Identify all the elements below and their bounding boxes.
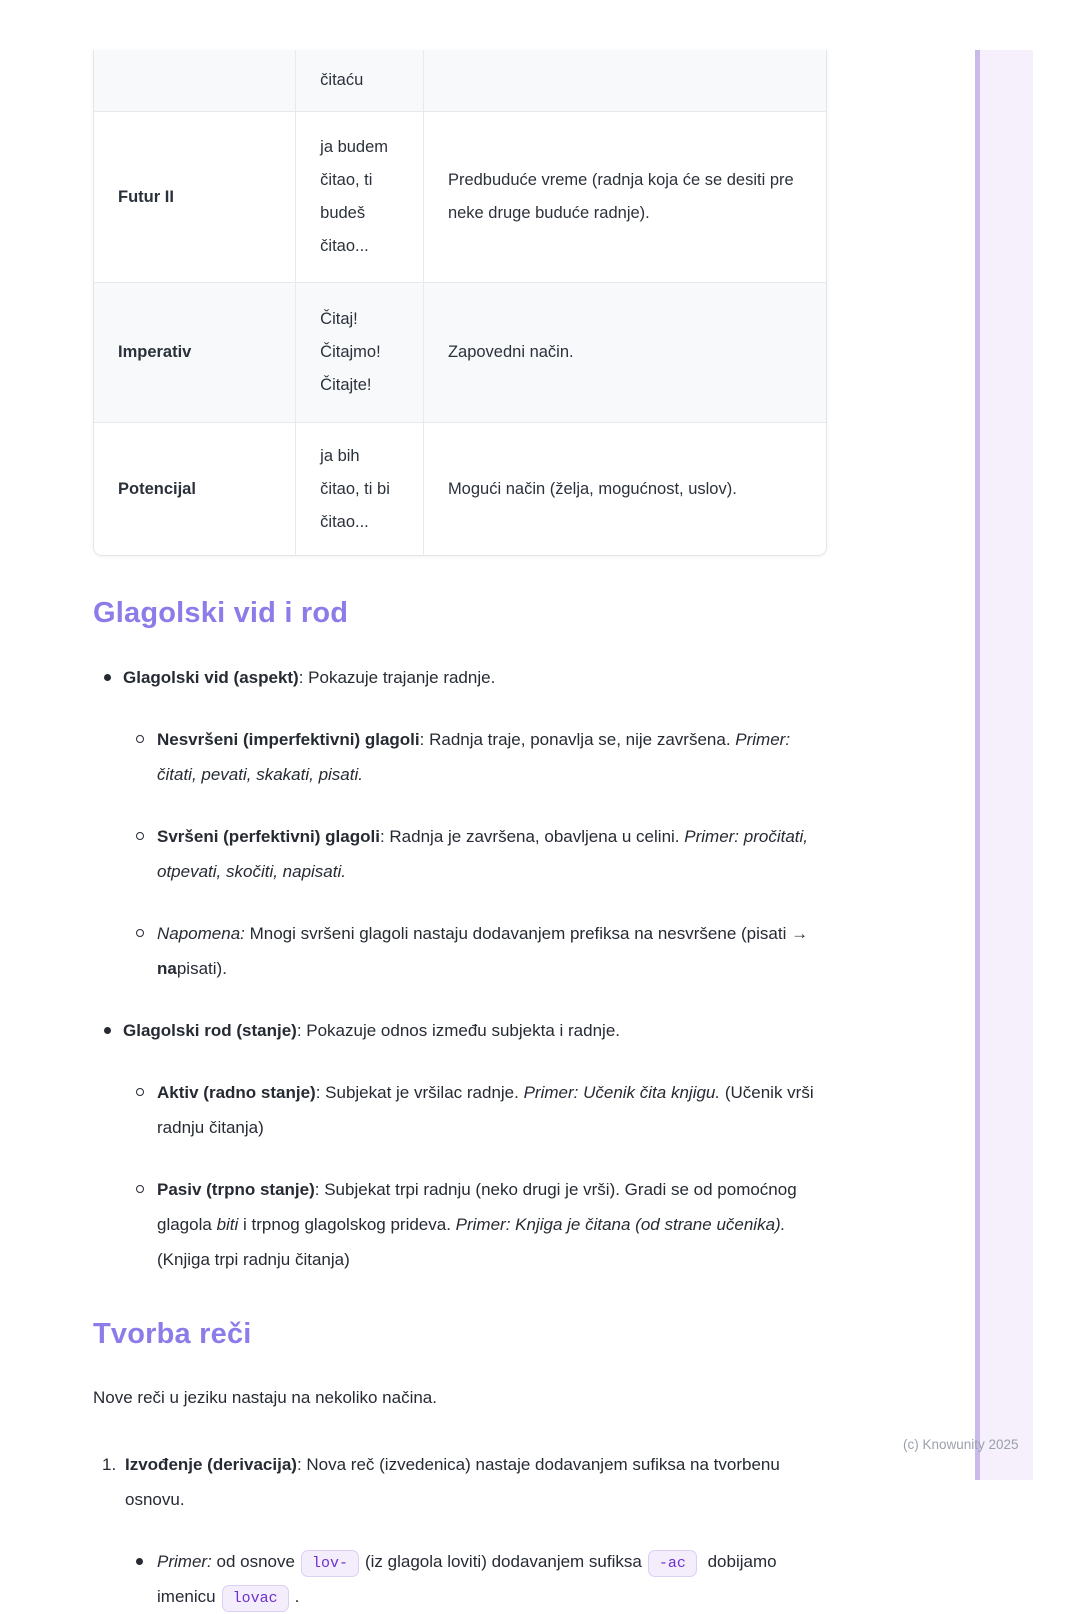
example-sublist	[125, 1544, 827, 1614]
form-line: ja budem	[320, 138, 389, 156]
definition: : Radnja traje, ponavlja se, nije završena.	[419, 730, 736, 749]
bullet-circle-icon	[136, 1185, 144, 1193]
bullet-circle-icon	[136, 735, 144, 743]
table-row	[94, 422, 826, 555]
form-line: čitaću	[320, 71, 364, 89]
list-item	[157, 1544, 827, 1614]
bullet-circle-icon	[136, 1088, 144, 1096]
term: Glagolski rod (stanje)	[123, 1021, 297, 1040]
term: Nesvršeni (imperfektivni) glagoli	[157, 730, 420, 749]
example-text: Primer: pročitati, otpevati, skočiti, napisati.	[157, 827, 808, 881]
example-text: od osnove	[211, 1552, 295, 1571]
bullet-disc-icon	[104, 1027, 111, 1034]
form-line: Čitajte!	[320, 376, 372, 394]
tvorba-list	[93, 1447, 827, 1614]
code-chip-ac: -ac	[648, 1550, 697, 1577]
form-line: budeš	[320, 204, 366, 222]
list-number: 1.	[102, 1455, 117, 1474]
form-line: čitao, ti	[320, 171, 373, 189]
document-content	[93, 50, 827, 1614]
vid-list	[93, 660, 827, 1277]
list-item	[93, 660, 827, 986]
copyright-watermark: (c) Knowunity 2025	[903, 1437, 1019, 1452]
definition: : Nova reč (izvedenica) nastaje dodavanjem sufiksa na tvorbenu osnovu.	[125, 1455, 780, 1509]
definition: : Pokazuje odnos između subjekta i radnje.	[296, 1021, 621, 1040]
term: Glagolski vid (aspekt)	[123, 668, 299, 687]
list-item	[93, 1447, 827, 1614]
list-item	[157, 819, 827, 889]
form-line: čitao, ti bi	[320, 479, 390, 498]
rod-sublist	[123, 1075, 827, 1277]
section-heading-glagolski-vid-i-rod: Glagolski vid i rod	[93, 597, 349, 629]
vid-sublist	[123, 722, 827, 986]
list-item	[157, 722, 827, 792]
definition: i trpnog glagolskog prideva.	[238, 1215, 456, 1234]
tense-name-cell: Futur II	[94, 111, 295, 282]
description-cell: Predbuduće vreme (radnja koja će se desiti pre neke druge buduće radnje).	[423, 111, 826, 282]
definition: (Knjiga trpi radnju čitanja)	[157, 1250, 350, 1269]
example-text: .	[294, 1587, 300, 1606]
emphasis: biti	[216, 1215, 239, 1234]
forms-cell	[295, 422, 423, 555]
bullet-disc-icon	[136, 1558, 143, 1565]
description-cell	[423, 50, 826, 111]
definition: : Subjekat trpi radnju (neko drugi je vrši). Gradi se od pomoćnog glagola	[157, 1180, 797, 1234]
table-row	[94, 282, 826, 422]
section-heading-tvorba-reci: Tvorba reči	[93, 1318, 252, 1350]
form-line: čitao...	[320, 237, 369, 255]
definition: (Učenik vrši radnju čitanja)	[157, 1083, 814, 1137]
definition: : Radnja je završena, obavljena u celini.	[379, 827, 685, 846]
forms-cell	[295, 111, 423, 282]
example-text: Primer: Knjiga je čitana (od strane učenika).	[455, 1215, 786, 1234]
term: Pasiv (trpno stanje)	[157, 1180, 315, 1199]
form-line: čitao...	[320, 512, 369, 531]
list-item	[157, 1075, 827, 1145]
bullet-circle-icon	[136, 929, 144, 937]
note-text: Mnogi svršeni glagoli nastaju dodavanjem prefiksa na nesvršene (pisati →	[244, 924, 809, 943]
term: Svršeni (perfektivni) glagoli	[157, 827, 380, 846]
example-text: Primer: Učenik čita knjigu.	[523, 1083, 721, 1102]
tense-name-cell: Potencijal	[94, 422, 295, 555]
tense-name-cell	[94, 50, 295, 111]
verb-forms-table	[93, 50, 827, 556]
table-row	[94, 111, 826, 282]
bullet-disc-icon	[104, 674, 111, 681]
term: Aktiv (radno stanje)	[157, 1083, 316, 1102]
intro-paragraph: Nove reči u jeziku nastaju na nekoliko načina.	[93, 1388, 437, 1407]
code-chip-lov: lov-	[301, 1550, 359, 1577]
definition: : Pokazuje trajanje radnje.	[298, 668, 496, 687]
page-side-panel	[975, 50, 1033, 1480]
form-line: Čitaj!	[320, 310, 358, 328]
form-line: Čitajmo!	[320, 343, 381, 361]
description-cell: Zapovedni način.	[423, 282, 826, 422]
note-text: pisati).	[176, 959, 227, 978]
example-label: Primer:	[157, 1552, 212, 1571]
forms-cell	[295, 50, 423, 111]
example-text: dobijamo imenicu	[157, 1552, 777, 1606]
tense-name-cell: Imperativ	[94, 282, 295, 422]
list-item	[93, 1013, 827, 1277]
prefix-highlight: na	[157, 959, 177, 978]
code-chip-lovac: lovac	[222, 1585, 289, 1612]
term: Izvođenje (derivacija)	[125, 1455, 297, 1474]
list-item	[157, 1172, 827, 1277]
list-item	[157, 916, 827, 986]
forms-cell	[295, 282, 423, 422]
example-text: Primer: čitati, pevati, skakati, pisati.	[157, 730, 791, 784]
bullet-circle-icon	[136, 832, 144, 840]
description-cell: Mogući način (želja, mogućnost, uslov).	[423, 422, 826, 555]
note-label: Napomena:	[157, 924, 245, 943]
table-row	[94, 50, 826, 111]
example-text: (iz glagola loviti) dodavanjem sufiksa	[364, 1552, 642, 1571]
form-line: ja bih	[320, 446, 360, 465]
definition: : Subjekat je vršilac radnje.	[315, 1083, 524, 1102]
